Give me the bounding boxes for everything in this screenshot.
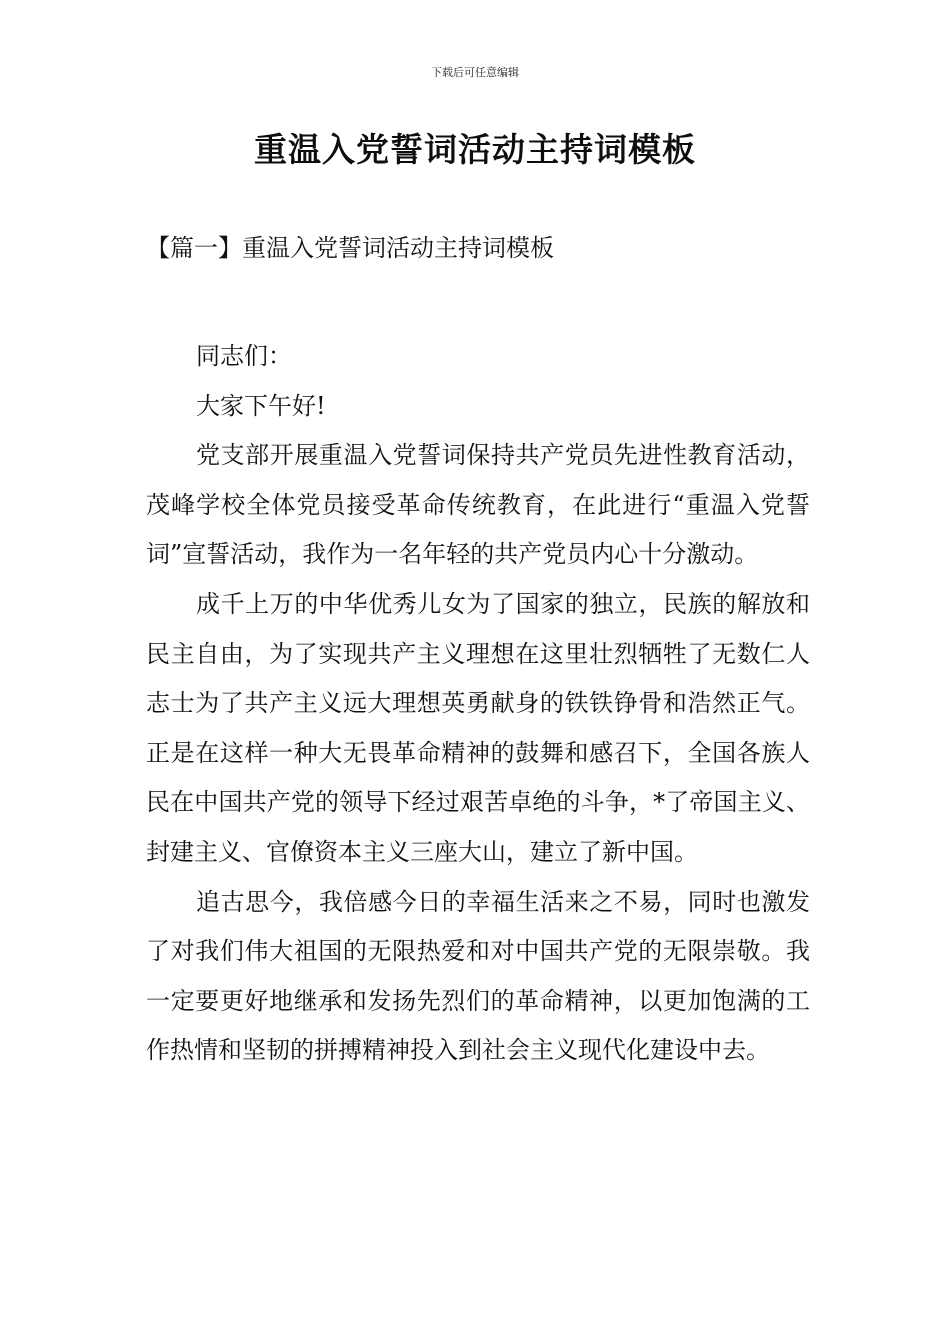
header-note: 下载后可任意编辑 [431,66,519,79]
paragraph-reflection: 追古思今，我倍感今日的幸福生活来之不易，同时也激发了对我们伟大祖国的无限热爱和对中国共产党的无限崇敬。我一定要更好地继承和发扬先烈们的革命精神，以更加饱满的工作热情和坚韧的拼搏精神投入到社会主义现代化建设中去。 [146,887,810,1065]
paragraph-greeting: 同志们： [196,342,292,370]
paragraph-intro: 党支部开展重温入党誓词保持共产党员先进性教育活动，茂峰学校全体党员接受革命传统教育，在此进行“重温入党誓词”宣誓活动，我作为一名年轻的共产党员内心十分激动。 [146,441,810,569]
document-body [146,332,810,1076]
section-heading: 【篇一】重温入党誓词活动主持词模板 [146,234,554,262]
document-title: 重温入党誓词活动主持词模板 [254,130,696,169]
paragraph-history: 成千上万的中华优秀儿女为了国家的独立，民族的解放和民主自由，为了实现共产主义理想在这里壮烈牺牲了无数仁人志士为了共产主义远大理想英勇献身的铁铁铮骨和浩然正气。正是在这样一种大无畏革命精神的鼓舞和感召下，全国各族人民在中国共产党的领导下经过艰苦卓绝的斗争，*了帝国主义、封建主义、官僚资本主义三座大山，建立了新中国。 [146,589,810,866]
paragraph-salutation: 大家下午好! [196,391,326,420]
